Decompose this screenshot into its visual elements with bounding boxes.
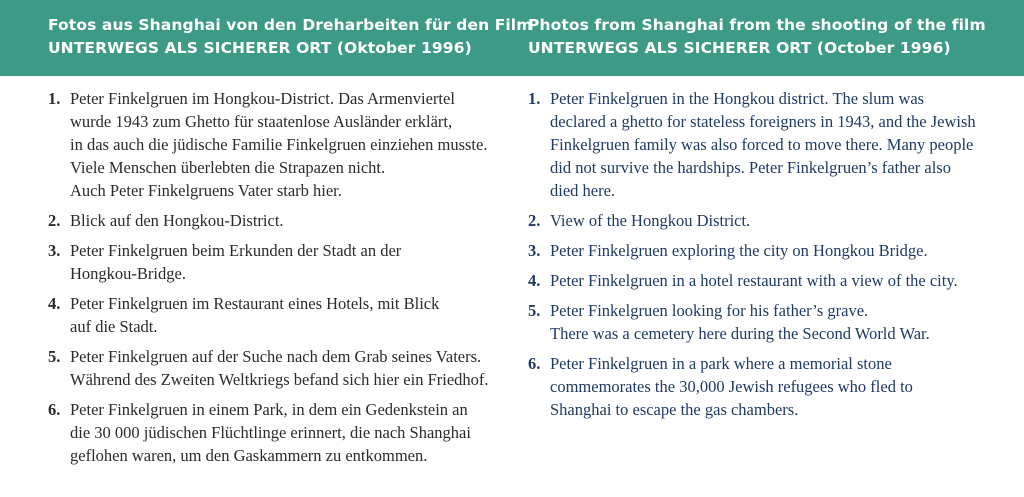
caption-item bbox=[48, 292, 518, 338]
caption-item bbox=[528, 352, 998, 421]
caption-item bbox=[528, 239, 998, 262]
caption-text-line: geflohen waren, um den Gaskammern zu entkommen. bbox=[70, 446, 428, 465]
caption-item bbox=[528, 209, 998, 232]
caption-number: 5. bbox=[48, 347, 61, 366]
caption-item bbox=[48, 345, 518, 391]
english-title-line1: Photos from Shanghai from the shooting of the film bbox=[528, 16, 986, 34]
english-header bbox=[528, 14, 986, 60]
caption-text-line: declared a ghetto for stateless foreigners in 1943, and the Jewish bbox=[550, 112, 976, 131]
caption-text-line: wurde 1943 zum Ghetto für staatenlose Ausländer erklärt, bbox=[70, 112, 453, 131]
caption-text-line: Peter Finkelgruen in a hotel restaurant with a view of the city. bbox=[550, 271, 958, 290]
german-caption-list bbox=[48, 87, 518, 474]
german-header bbox=[48, 14, 532, 60]
caption-text-line: Viele Menschen überlebten die Strapazen nicht. bbox=[70, 158, 386, 177]
english-caption-list bbox=[528, 87, 998, 428]
caption-item bbox=[48, 398, 518, 467]
caption-text-line: died here. bbox=[550, 181, 616, 200]
caption-text-line: Peter Finkelgruen in einem Park, in dem ein Gedenkstein an bbox=[70, 400, 468, 419]
caption-text-line: Blick auf den Hongkou-District. bbox=[70, 211, 284, 230]
caption-text-line: die 30 000 jüdischen Flüchtlinge erinnert, die nach Shanghai bbox=[70, 423, 471, 442]
caption-number: 1. bbox=[528, 89, 541, 108]
caption-number: 6. bbox=[48, 400, 61, 419]
caption-text-line: Peter Finkelgruen im Hongkou-District. Das Armenviertel bbox=[70, 89, 455, 108]
caption-number: 3. bbox=[48, 241, 61, 260]
caption-text-line: Finkelgruen family was also forced to move there. Many people bbox=[550, 135, 974, 154]
caption-text-line: Peter Finkelgruen looking for his father’s grave. bbox=[550, 301, 869, 320]
caption-text-line: Peter Finkelgruen auf der Suche nach dem Grab seines Vaters. bbox=[70, 347, 482, 366]
german-title-line1: Fotos aus Shanghai von den Dreharbeiten für den Film bbox=[48, 16, 533, 34]
caption-text-line: There was a cemetery here during the Second World War. bbox=[550, 324, 930, 343]
caption-number: 5. bbox=[528, 301, 541, 320]
caption-text-line: Peter Finkelgruen exploring the city on Hongkou Bridge. bbox=[550, 241, 928, 260]
caption-item bbox=[48, 209, 518, 232]
caption-text-line: Auch Peter Finkelgruens Vater starb hier. bbox=[70, 181, 342, 200]
caption-text-line: did not survive the hardships. Peter Finkelgruen’s father also bbox=[550, 158, 951, 177]
caption-text-line: Hongkou-Bridge. bbox=[70, 264, 186, 283]
caption-text-line: Peter Finkelgruen in a park where a memorial stone bbox=[550, 354, 892, 373]
caption-number: 6. bbox=[528, 354, 541, 373]
caption-text-line: Peter Finkelgruen im Restaurant eines Hotels, mit Blick bbox=[70, 294, 440, 313]
caption-item bbox=[528, 299, 998, 345]
caption-item bbox=[48, 239, 518, 285]
caption-item bbox=[528, 87, 998, 202]
caption-number: 1. bbox=[48, 89, 61, 108]
caption-text-line: View of the Hongkou District. bbox=[550, 211, 751, 230]
caption-number: 4. bbox=[48, 294, 61, 313]
caption-number: 2. bbox=[528, 211, 541, 230]
caption-text-line: commemorates the 30,000 Jewish refugees who fled to bbox=[550, 377, 913, 396]
caption-item bbox=[528, 269, 998, 292]
caption-text-line: Shanghai to escape the gas chambers. bbox=[550, 400, 799, 419]
caption-item bbox=[48, 87, 518, 202]
caption-text-line: in das auch die jüdische Familie Finkelgruen einziehen musste. bbox=[70, 135, 488, 154]
caption-number: 3. bbox=[528, 241, 541, 260]
caption-text-line: Peter Finkelgruen beim Erkunden der Stadt an der bbox=[70, 241, 402, 260]
caption-number: 2. bbox=[48, 211, 61, 230]
caption-text-line: Während des Zweiten Weltkriegs befand sich hier ein Friedhof. bbox=[70, 370, 489, 389]
caption-text-line: Peter Finkelgruen in the Hongkou district. The slum was bbox=[550, 89, 925, 108]
german-title-line2: UNTERWEGS ALS SICHERER ORT (Oktober 1996) bbox=[48, 39, 472, 57]
caption-text-line: auf die Stadt. bbox=[70, 317, 158, 336]
caption-number: 4. bbox=[528, 271, 541, 290]
english-title-line2: UNTERWEGS ALS SICHERER ORT (October 1996) bbox=[528, 39, 951, 57]
header-bar bbox=[0, 0, 1024, 76]
